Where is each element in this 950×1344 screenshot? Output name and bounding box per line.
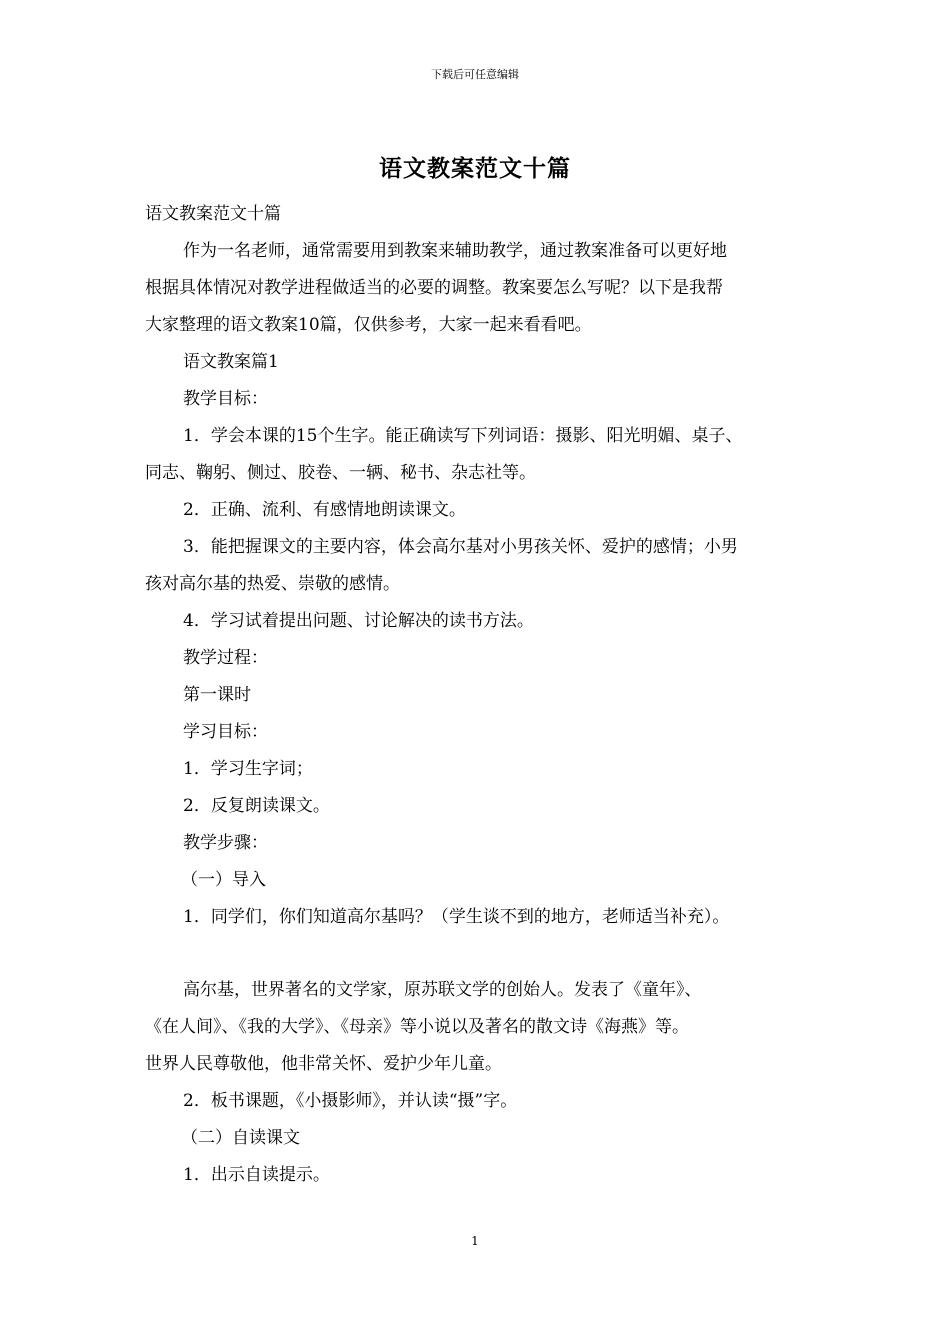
list-item: 1．出示自读提示。	[183, 1165, 330, 1185]
paragraph-line: 高尔基，世界著名的文学家，原苏联文学的创始人。发表了《童年》、	[183, 980, 702, 1000]
paragraph-line: 作为一名老师，通常需要用到教案来辅助教学，通过教案准备可以更好地	[183, 241, 727, 261]
list-item: 3．能把握课文的主要内容，体会高尔基对小男孩关怀、爱护的感情；小男	[183, 537, 738, 557]
list-item: 1．同学们，你们知道高尔基吗？（学生谈不到的地方，老师适当补充）。	[183, 907, 730, 927]
section-heading: （一）导入	[181, 870, 266, 890]
list-item-continuation: 同志、鞠躬、侧过、胶卷、一辆、秘书、杂志社等。	[145, 463, 536, 483]
document-body	[145, 196, 825, 1194]
paragraph-line: 世界人民尊敬他，他非常关怀、爱护少年儿童。	[145, 1054, 502, 1074]
section-heading: 语文教案篇1	[183, 352, 279, 372]
paragraph-line: 《在人间》、《我的大学》、《母亲》等小说以及著名的散文诗《海燕》等。	[145, 1017, 689, 1037]
section-heading: （二）自读课文	[181, 1128, 300, 1148]
list-item: 1．学会本课的15个生字。能正确读写下列词语：摄影、阳光明媚、桌子、	[183, 426, 743, 446]
page-header: 下载后可任意编辑	[431, 68, 519, 81]
blank-line	[145, 936, 825, 972]
section-heading: 教学目标：	[183, 389, 268, 409]
list-item: 4．学习试着提出问题、讨论解决的读书方法。	[183, 611, 534, 631]
document-title: 语文教案范文十篇	[379, 155, 571, 182]
list-item: 1．学习生字词；	[183, 759, 313, 779]
list-item: 2．板书课题，《小摄影师》，并认读“摄”字。	[183, 1091, 518, 1111]
section-heading: 教学步骤：	[183, 833, 268, 853]
paragraph-line: 大家整理的语文教案10篇，仅供参考，大家一起来看看吧。	[145, 315, 592, 335]
section-heading: 第一课时	[183, 685, 251, 705]
subtitle-line: 语文教案范文十篇	[145, 204, 281, 224]
paragraph-line: 根据具体情况对教学进程做适当的必要的调整。教案要怎么写呢？以下是我帮	[145, 278, 723, 298]
page-number: 1	[471, 1234, 479, 1248]
section-heading: 学习目标：	[183, 722, 268, 742]
list-item-continuation: 孩对高尔基的热爱、崇敬的感情。	[145, 574, 400, 594]
list-item: 2．正确、流利、有感情地朗读课文。	[183, 500, 466, 520]
list-item: 2．反复朗读课文。	[183, 796, 330, 816]
section-heading: 教学过程：	[183, 648, 268, 668]
